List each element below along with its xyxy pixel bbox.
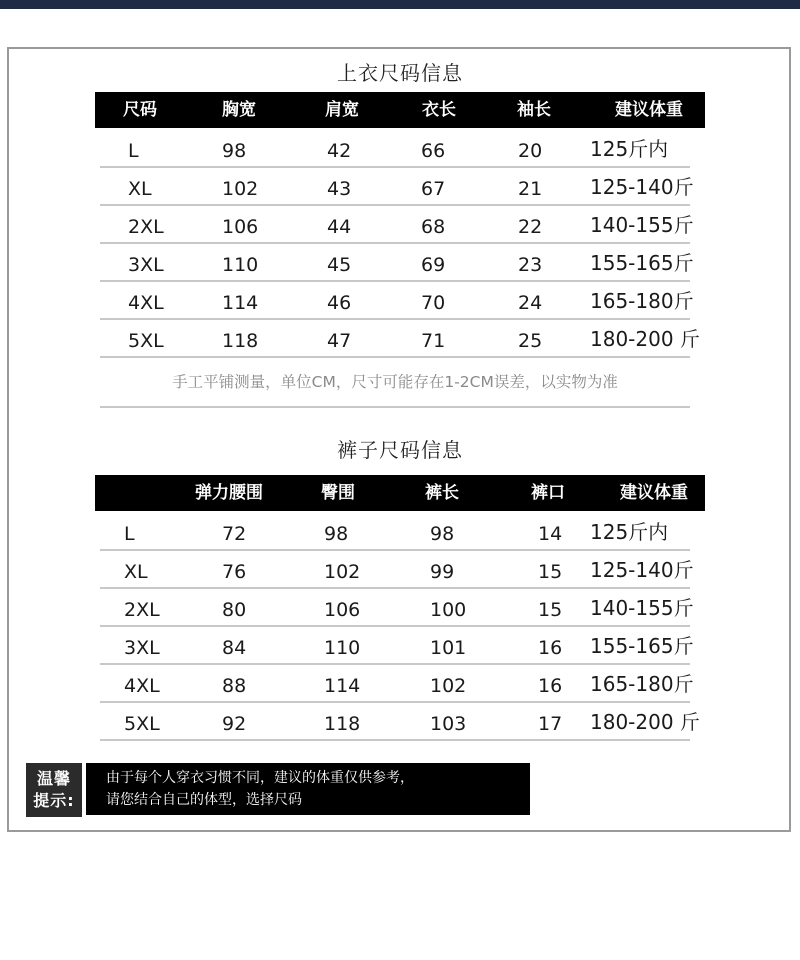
size-cell: 2XL — [128, 216, 164, 238]
table-row — [100, 204, 694, 244]
top-table-header — [95, 92, 705, 128]
header-waist: 弹力腰围 — [195, 483, 263, 503]
weight-cell: 155-165斤 — [590, 634, 694, 658]
chest-cell: 98 — [222, 140, 247, 162]
table-row — [100, 663, 694, 703]
header-size: 尺码 — [123, 100, 157, 120]
header-weight: 建议体重 — [615, 100, 683, 120]
pants-length-cell: 98 — [430, 523, 455, 545]
header-pants-length: 裤长 — [425, 483, 459, 503]
table-row — [100, 625, 694, 665]
size-cell: 4XL — [124, 675, 160, 697]
weight-cell: 165-180斤 — [590, 289, 694, 313]
header-chest: 胸宽 — [222, 100, 256, 120]
header-sleeve: 袖长 — [517, 100, 551, 120]
leg-opening-cell: 16 — [538, 637, 563, 659]
size-cell: 2XL — [124, 599, 160, 621]
leg-opening-cell: 16 — [538, 675, 563, 697]
header-hip: 臀围 — [321, 483, 355, 503]
sleeve-cell: 25 — [518, 330, 543, 352]
weight-cell: 180-200 斤 — [590, 327, 700, 351]
header-leg-opening: 裤口 — [531, 483, 565, 503]
header-shoulder: 肩宽 — [325, 100, 359, 120]
waist-cell: 80 — [222, 599, 247, 621]
size-cell: 5XL — [124, 713, 160, 735]
weight-cell: 165-180斤 — [590, 672, 694, 696]
sleeve-cell: 22 — [518, 216, 543, 238]
waist-cell: 76 — [222, 561, 247, 583]
hip-cell: 110 — [324, 637, 361, 659]
shoulder-cell: 44 — [327, 216, 352, 238]
size-cell: XL — [124, 561, 148, 583]
length-cell: 70 — [421, 292, 446, 314]
size-cell: 3XL — [128, 254, 164, 276]
weight-cell: 125-140斤 — [590, 175, 694, 199]
size-cell: L — [128, 140, 139, 162]
tip-line1: 由于每个人穿衣习惯不同，建议的体重仅供参考， — [106, 770, 414, 786]
waist-cell: 84 — [222, 637, 247, 659]
pants-length-cell: 100 — [430, 599, 467, 621]
weight-cell: 140-155斤 — [590, 596, 694, 620]
size-cell: L — [124, 523, 135, 545]
hip-cell: 102 — [324, 561, 361, 583]
waist-cell: 72 — [222, 523, 247, 545]
chest-cell: 114 — [222, 292, 259, 314]
shoulder-cell: 45 — [327, 254, 352, 276]
table-row — [100, 318, 700, 358]
hip-cell: 106 — [324, 599, 361, 621]
tip-line2: 请您结合自己的体型，选择尺码 — [106, 792, 302, 808]
leg-opening-cell: 17 — [538, 713, 563, 735]
pants-length-cell: 101 — [430, 637, 467, 659]
sleeve-cell: 23 — [518, 254, 543, 276]
tip-badge-line1: 温馨 — [36, 769, 71, 788]
table-row — [100, 280, 694, 320]
pants-length-cell: 102 — [430, 675, 467, 697]
chest-cell: 110 — [222, 254, 259, 276]
table-row — [100, 511, 690, 551]
sleeve-cell: 24 — [518, 292, 543, 314]
size-cell: 3XL — [124, 637, 160, 659]
pants-table-header — [95, 475, 705, 511]
shoulder-cell: 42 — [327, 140, 352, 162]
leg-opening-cell: 15 — [538, 599, 563, 621]
table-row — [100, 128, 690, 168]
leg-opening-cell: 15 — [538, 561, 563, 583]
table-row — [100, 166, 694, 206]
header-length: 衣长 — [422, 100, 456, 120]
size-cell: 5XL — [128, 330, 164, 352]
length-cell: 69 — [421, 254, 446, 276]
sleeve-cell: 20 — [518, 140, 543, 162]
weight-cell: 125-140斤 — [590, 558, 694, 582]
shoulder-cell: 43 — [327, 178, 352, 200]
pants-length-cell: 99 — [430, 561, 455, 583]
tip-badge-line2: 提示: — [33, 791, 75, 810]
size-cell: XL — [128, 178, 152, 200]
weight-cell: 180-200 斤 — [590, 710, 700, 734]
length-cell: 71 — [421, 330, 446, 352]
hip-cell: 98 — [324, 523, 349, 545]
weight-cell: 125斤内 — [590, 520, 669, 544]
length-cell: 66 — [421, 140, 446, 162]
tip-badge — [26, 763, 82, 817]
weight-cell: 155-165斤 — [590, 251, 694, 275]
pants-size-title: 裤子尺码信息 — [337, 438, 463, 462]
top-accent-bar — [0, 0, 800, 9]
hip-cell: 118 — [324, 713, 361, 735]
length-cell: 68 — [421, 216, 446, 238]
pants-length-cell: 103 — [430, 713, 467, 735]
top-size-title: 上衣尺码信息 — [337, 61, 463, 85]
leg-opening-cell: 14 — [538, 523, 563, 545]
weight-cell: 125斤内 — [590, 137, 669, 161]
tip-box — [86, 763, 530, 815]
shoulder-cell: 46 — [327, 292, 352, 314]
table-row — [100, 242, 694, 282]
length-cell: 67 — [421, 178, 446, 200]
weight-cell: 140-155斤 — [590, 213, 694, 237]
table-row — [100, 587, 694, 627]
waist-cell: 92 — [222, 713, 247, 735]
header-weight: 建议体重 — [620, 483, 688, 503]
chest-cell: 106 — [222, 216, 259, 238]
sleeve-cell: 21 — [518, 178, 543, 200]
waist-cell: 88 — [222, 675, 247, 697]
table-row — [100, 549, 694, 589]
hip-cell: 114 — [324, 675, 361, 697]
chest-cell: 118 — [222, 330, 259, 352]
table-row — [100, 701, 700, 741]
chest-cell: 102 — [222, 178, 259, 200]
measurement-note: 手工平铺测量，单位CM，尺寸可能存在1-2CM误差，以实物为准 — [100, 362, 690, 408]
size-cell: 4XL — [128, 292, 164, 314]
shoulder-cell: 47 — [327, 330, 352, 352]
